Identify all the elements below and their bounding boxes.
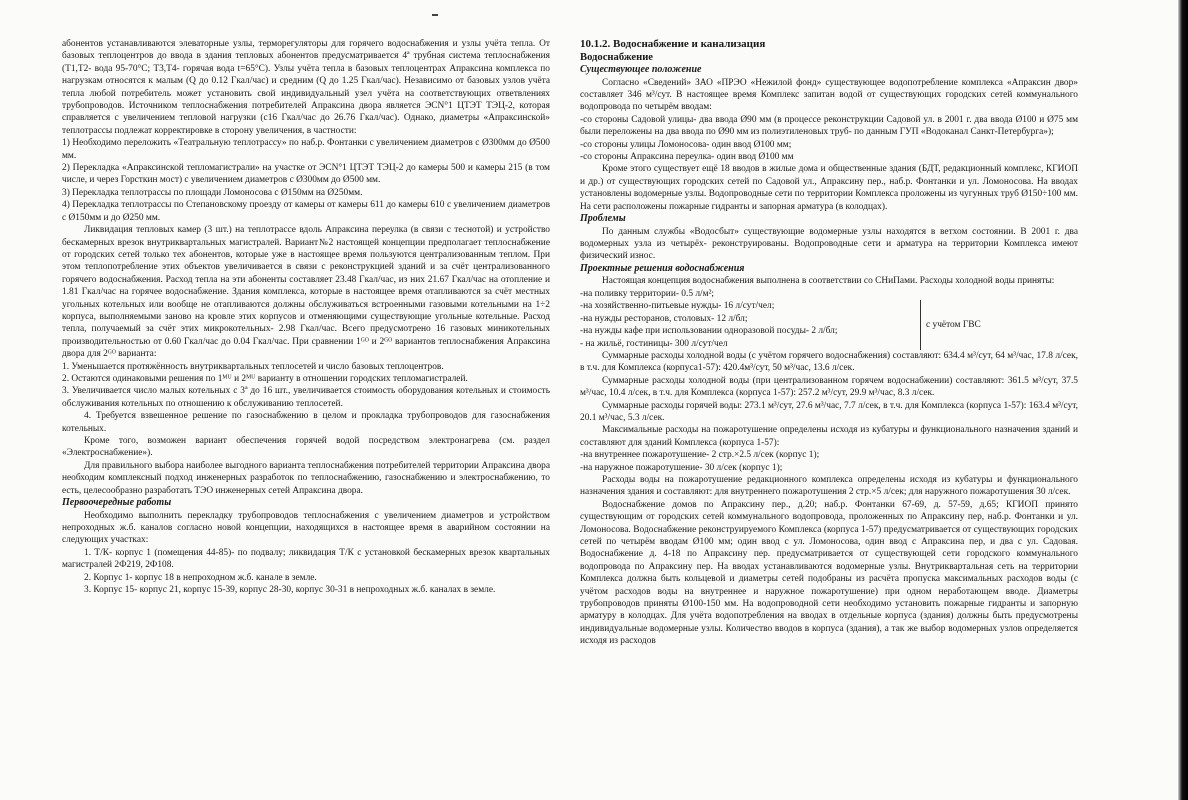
design-paragraph: -на наружное пожаротушение- 30 л/сек (корпус 1); (580, 462, 783, 473)
existing-paragraph: Согласно «Сведений» ЗАО «ПРЭО «Нежилой фонд» существующее водопотребление комплекса «Апраксин двор» составляет 346 м³/сут. В настоящее время Комплекс запитан водой от существующих городских сетей коммунального водопровода по четырём вводам: (580, 77, 1078, 113)
norm-item: -на поливку территории- 0.5 л/м²; (580, 288, 714, 299)
norm-item: -на хозяйственно-питьевые нужды- 16 л/сут/чел; (580, 301, 775, 312)
design-paragraph: Максимальные расходы на пожаротушение определены исходя из кубатуры и функционального назначения зданий и составляют для зданий Комплекса (корпуса 1-57): (580, 425, 1078, 448)
left-paragraph: 4) Перекладка теплотрассы по Степановскому проезду от камеры от камеры 611 до камеры 610 с увеличением диаметров с Ø150мм и до Ø250 мм. (62, 200, 550, 223)
design-intro: Настоящая концепция водоснабжения выполнена в соответствии со СНиПами. Расходы холодной воды приняты: (602, 276, 1055, 287)
left-paragraph: 1. Т/К- корпус 1 (помещения 44-85)- по подвалу; ликвидация Т/К с установкой бескамерных врезок квартальных магистралей 2Ф219, 2Ф108. (62, 547, 550, 571)
left-paragraph: Ликвидация тепловых камер (3 шт.) на теплотрассе вдоль Апраксина переулка (в связи с теснотой) и устройство бескамерных врезок внутриквартальных магистралей. Вариант№2 настоящей концепции предполагает теплоснабжение от городских сетей только тех абонентов, которые уже в настоящее время пользуются централизованным теплом. При этом теплопотребление этих объектов увеличивается в связи с реконструкцией зданий и за счёт централизованного горячего водоснабжения. Расход тепла на эти абоненты составляет 23.48 Гкал/час, из них 21.67 Гкал/час на отопление и 1.81 Гкал/час на горячее водоснабжение. Здания комплекса, которые в настоящее время отапливаются за счёт местных угольных котельных или вообще не отапливаются должны обслуживаться встроенными газовыми котельными на 1÷2 корпуса, выполняемыми заново на кровле этих корпусов и отменяющими существующие угольные котельные. Расход тепла, получаемый за счёт этих микрокотельных- 2.98 Гкал/час. Всего предусмотрено 16 газовых миникотельных производительностью от 0.60 Гкал/час до 0.04 Гкал/час. При сравнении 1ᴳᴼ и 2ᴳᴼ вариантов теплоснабжения Апраксина двора для 2ᴳᴼ варианта: (62, 225, 550, 360)
page-edge-shadow (1178, 0, 1188, 800)
norm-item: -на нужды ресторанов, столовых- 12 л/бл; (580, 313, 748, 324)
left-paragraph: Необходимо выполнить перекладку трубопроводов теплоснабжения с увеличением диаметров и устройством непроходных ж.б. каналов согласно новой концепции, находящихся в настоящее время в аварийном состоянии на следующих участках: (62, 510, 550, 546)
left-column (62, 38, 550, 596)
left-paragraph: абонентов устанавливаются элеваторные узлы, терморегуляторы для горячего водоснабжения и узлы учёта тепла. От базовых теплоцентров до ввода в здания тепловых абонентов предусматривается 4ª трубная система теплоснабжения (Т1,Т2- вода 95-70°С; Т3,Т4- горячая вода t=65°С). Узлы учёта тепла в базовых теплоцентрах Апраксина комплекса по нагрузкам относятся к малым (Q до 0.12 Гкал/час) и средним (Q до 1.25 Гкал/час). Независимо от базовых узлов учёта тепла любой потребитель может установить свой индивидуальный узел учёта на соответствующих ответвлениях трубопроводов. Источником теплоснабжения потребителей Апраксина двора является ЭСN°1 ЦТЭТ ТЭЦ-2, которая справляется с увеличением тепловой нагрузки (с16 Гкал/час до 26.76 Гкал/час). Однако, диаметры «Апраксинской» теплотрассы подлежат корректировке в сторону увеличения, в частности: (62, 39, 550, 136)
design-paragraph: Водоснабжение домов по Апраксину пер., д.20; наб.р. Фонтанки 67-69, д. 57-59, д.65; КГИОП принято существующим от городских сетей коммунального водопровода, проложенных по Апраксину пер, наб.р. Фонтанки и ул. Ломоносова. Водоснабжение реконструируемого Комплекса (корпуса 1-57) предусматривается от существующих городских сетей по четырём вводам Ø100 мм; один ввод с ул. Ломоносова, один ввод с Апраксина пер, и два с ул. Садовая. Водоснабжение д. 4-18 по Апраксину пер. предусматривается от существующей сети городского коммунального водопровода по Апраксину пер. На вводах устанавливаются водомерные узлы. Внутриквартальная сеть на территории Комплекса должна быть кольцевой и диаметры сетей подобраны из расчёта пропуска максимальных расходов воды (с учётом расходов воды на внутреннее и наружное пожаротушение) при одном неработающем вводе. Диаметры трубопроводов приняты Ø100-150 мм. На водопроводной сети необходимо установить пожарные гидранты и запорную арматуру в колодцах. Для учёта водопотребления на вводах в отдельные корпуса (здания) должны быть предусмотрены индивидуальные водомерные узлы. Количество вводов в корпуса (здания), а так же выбор водомерных узлов определяется исходя из расходов (580, 499, 1078, 647)
left-paragraph: 3) Перекладка теплотрассы по площади Ломоносова с Ø150мм на Ø250мм. (62, 187, 363, 198)
design-paragraph: Суммарные расходы холодной воды (при централизованном горячем водоснабжении) составляют: 361.5 м³/сут, 37.5 м³/час, 10.4 л/сек, в т.ч. для Комплекса (корпуса 1-57): 257.2 м³/сут, 29.9 м³/час, 8.3 л/сек. (580, 375, 1078, 399)
left-paragraph: Кроме того, возможен вариант обеспечения горячей водой посредством электронагрева (см. раздел «Электроснабжение»). (62, 436, 550, 459)
existing-paragraph: -со стороны Апраксина переулка- один ввод Ø100 мм (580, 152, 794, 163)
left-paragraph: 2. Остаются одинаковыми решения по 1ᴹᵁ и 2ᴹᵁ варианту в отношении городских тепломагистралей. (62, 373, 468, 384)
design-heading: Проектные решения водоснабжения (580, 262, 745, 274)
existing-paragraph: -со стороны Садовой улицы- два ввода Ø90 мм (в процессе реконструкции Садовой ул. в 2001 г. два ввода Ø100 и Ø75 мм были переложены на два ввода по Ø90 мм из полиэтиленовых труб- по данным ГУП «Водоканал Санкт-Петербурга»); (580, 114, 1078, 138)
left-heading: Первоочередные работы (62, 497, 172, 509)
subsection-title: Водоснабжение (580, 52, 654, 63)
left-paragraph: 4. Требуется взвешенное решение по газоснабжению в целом и прокладка трубопроводов для газоснабжения котельных. (62, 411, 550, 434)
norms-note: с учётом ГВС (926, 319, 981, 330)
design-paragraph: Расходы воды на пожаротушение редакционного комплекса определены исходя из кубатуры и функционального назначения здания и составляют: для внутреннего пожаротушения 2 стр.×5 л/сек; для наружного пожаротушения 30 л/сек. (580, 474, 1078, 498)
left-paragraph: 1) Необходимо переложить «Театральную теплотрассу» по наб.р. Фонтанки с увеличением диаметров с Ø300мм до Ø500 мм. (62, 138, 550, 161)
left-paragraph: 1. Уменьшается протяжённость внутриквартальных теплосетей и число базовых теплоцентров. (62, 361, 444, 372)
existing-paragraph: -со стороны улицы Ломоносова- один ввод Ø100 мм; (580, 139, 792, 150)
left-paragraph: 2) Перекладка «Апраксинской тепломагистрали» на участке от ЭСN°1 ЦТЭТ ТЭЦ-2 до камеры 500 и камеры 215 (в том числе, и через Горсткин мост) с увеличением диаметров с Ø300мм до Ø500 мм. (62, 163, 550, 186)
design-paragraph: -на внутреннее пожаротушение- 2 стр.×2.5 л/сек (корпус 1); (580, 450, 820, 461)
design-paragraph: Суммарные расходы горячей воды: 273.1 м³/сут, 27.6 м³/час, 7.7 л/сек, в т.ч. для Комплекса (корпуса 1-57): 163.4 м³/сут, 20.1 м³/час, 5.3 л/сек. (580, 400, 1078, 423)
left-paragraph: 2. Корпус 1- корпус 18 в непроходном ж.б. канале в земле. (84, 572, 317, 583)
existing-paragraph: Кроме этого существует ещё 18 вводов в жилые дома и общественные здания (БДТ, редакционный комплекс, КГИОП и др.) от существующих городских сетей по Садовой ул., Апраксину пер., наб.р. Фонтанки и ул. Ломоносова. На вводах установлены водомерные узлы. Водопроводные сети по территории Комплекса проложены из чугунных труб Ø150÷100 мм. На сети расположены пожарные гидранты и запорная арматура (в колодцах). (580, 164, 1078, 212)
left-paragraph: 3. Увеличивается число малых котельных с 3ª до 16 шт., увеличивается стоимость оборудования котельных и стоимость обслуживания котельных по отношению к обслуживанию теплосетей. (62, 386, 550, 409)
scan-speck (432, 14, 438, 16)
water-norms-list (580, 288, 1078, 350)
norms-bracket (920, 300, 921, 350)
problems-heading: Проблемы (580, 213, 626, 225)
norm-item: - на жильё, гостиницы- 300 л/сут/чел (580, 338, 728, 349)
problems-block (580, 226, 1078, 263)
left-paragraph: 3. Корпус 15- корпус 21, корпус 15-39, корпус 28-30, корпус 30-31 в непроходных ж.б. каналах в земле. (84, 585, 496, 596)
left-paragraph: Для правильного выбора наиболее выгодного варианта теплоснабжения потребителей территории Апраксина двора необходим комплексный подход инженерных разработок по теплоснабжению, газоснабжению и электроснабжению, то есть, целесообразно разработать ТЭО инженерных сетей Апраксина двора. (62, 460, 550, 496)
existing-heading: Существующее положение (580, 64, 702, 75)
right-column (580, 38, 1078, 648)
section-title: 10.1.2. Водоснабжение и канализация (580, 38, 766, 50)
existing-block (580, 77, 1078, 213)
norm-item: -на нужды кафе при использовании одноразовой посуды- 2 л/бл; (580, 326, 838, 337)
design-block (580, 350, 1078, 648)
design-paragraph: Суммарные расходы холодной воды (с учётом горячего водоснабжения) составляют: 634.4 м³/сут, 64 м³/час, 17.8 л/сек, в т.ч. для Комплекса (корпуса1-57): 420.4м³/сут, 50 м³/час, 13.6 л/сек. (580, 350, 1078, 374)
problems-paragraph: По данным службы «Водосбыт» существующие водомерные узлы находятся в ветхом состоянии. В 2001 г. два водомерных узла из четырёх- реконструированы. Водопроводные сети и арматура на территории Комплекса имеют физический износ. (580, 226, 1078, 262)
